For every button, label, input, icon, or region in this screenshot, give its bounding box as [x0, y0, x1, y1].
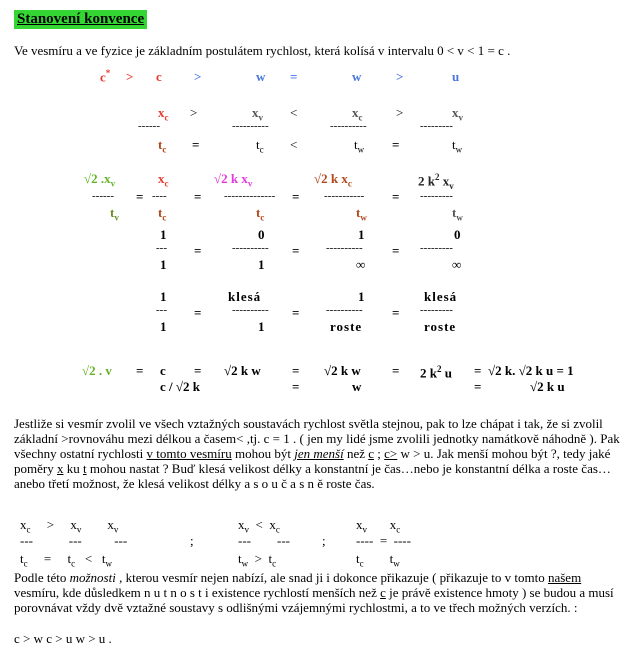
eq-sub-a: c / √2 k	[160, 379, 200, 394]
eq-op1: =	[136, 363, 144, 378]
row1-c: c	[156, 69, 162, 84]
r2-bar-a: ------	[138, 120, 160, 132]
r3-eq4: =	[392, 189, 400, 204]
r3-bar-d: -----------	[324, 190, 365, 202]
r3-bar-a: ------	[92, 190, 114, 202]
p1-underline-2: jen menší	[294, 446, 344, 461]
r4-den-d: ∞	[452, 257, 462, 272]
r2-den-b: $t_c$	[256, 137, 264, 155]
row1-w1: w	[256, 69, 266, 84]
r2-op3: >	[396, 105, 404, 120]
p1-text-3: než	[343, 446, 369, 461]
p1-text-1: Jestliže si vesmír zvolil ve všech vztažných soustavách rychlost světla stejnou, pak to lze chápat i tak, že si zvolil základní >rovnováhu mezi délkou a časem< ,tj. c = 1 . ( jen my lidé jsme zvolili jednotky namátkově náhodně ). Pak všechny ostatní rychlosti	[14, 416, 620, 461]
eq-op3: =	[292, 363, 300, 378]
r4-bar-c: ----------	[326, 242, 363, 254]
row1-w2: w	[352, 69, 362, 84]
r4-num-b: 0	[258, 227, 265, 242]
cmp-sep-2: ;	[322, 533, 326, 548]
eq-sub-b: w	[352, 379, 362, 394]
r5-den-b: 1	[258, 319, 265, 334]
r3-num-e: 2 $k^2$ $x_v$	[418, 172, 454, 191]
cmp-g2-bars: --- ---	[238, 533, 290, 548]
r3-den-a: $t_v$	[110, 205, 119, 223]
p2-text-2: , kterou vesmír nejen nabízí, ale snad ji i dokonce přikazuje ( přikazuje to v tomto	[115, 570, 548, 585]
p1-text-6: ku	[63, 461, 83, 476]
r4-bar-a: ---	[156, 242, 167, 254]
r3-num-c: √2 k $x_v$	[214, 171, 253, 189]
r4-eq1: =	[194, 243, 202, 258]
paragraph-1	[14, 416, 622, 491]
page-title: Stanovení konvence	[14, 10, 147, 29]
eq-sub-eq2: =	[474, 379, 482, 394]
r5-den-d: roste	[424, 319, 457, 334]
cmp-g1-bars: --- --- ---	[20, 533, 128, 548]
r3-eq1: =	[136, 189, 144, 204]
r5-bar-d: ---------	[420, 304, 453, 316]
r2-den-c: $t_w$	[354, 137, 365, 155]
r2-op1: >	[190, 105, 198, 120]
r3-den-d: $t_w$	[356, 205, 367, 223]
r3-eq2: =	[194, 189, 202, 204]
row1-c-star: c*	[100, 68, 111, 85]
r5-eq2: =	[292, 305, 300, 320]
r5-bar-a: ---	[156, 304, 167, 316]
eq-sub-c: √2 k u	[530, 379, 565, 394]
intro-text: Ve vesmíru a ve fyzice je základním postulátem rychlost, která kolísá v intervalu 0 < v < 1 = c .	[14, 43, 511, 58]
cmp-g1-top: $x_c$ > $x_v$ $x_v$	[20, 517, 119, 535]
eq-c: √2 k w	[224, 363, 261, 378]
cmp-g2-top: $x_v < x_c$	[238, 517, 280, 535]
cmp-g3-top: $x_v$ $x_c$	[356, 517, 401, 535]
p2-text-3: vesmíru, kde důsledkem n u t n o s t i existence rychlostí menších než	[14, 585, 381, 600]
r4-den-a: 1	[160, 257, 167, 272]
r4-den-c: ∞	[356, 257, 366, 272]
r2-bar-d: ---------	[420, 120, 453, 132]
r5-num-a: 1	[160, 289, 167, 304]
r2-op2: <	[290, 105, 298, 120]
eq-a: √2 . v	[82, 363, 112, 378]
p1-underline-4: c>	[384, 446, 398, 461]
r4-eq3: =	[392, 243, 400, 258]
r3-bar-b: ----	[152, 190, 167, 202]
eq-d: √2 k w	[324, 363, 361, 378]
cmp-g3-den: $t_c$ $t_w$	[356, 551, 400, 569]
r2-den-d: $t_w$	[452, 137, 463, 155]
p1-underline-5: x	[56, 461, 64, 476]
r2-den-a: $t_c$	[158, 137, 167, 155]
r3-eq3: =	[292, 189, 300, 204]
r4-eq2: =	[292, 243, 300, 258]
r5-bar-b: ----------	[232, 304, 269, 316]
r3-num-d: √2 k $x_c$	[314, 171, 352, 189]
p1-underline-3: c	[368, 446, 375, 461]
row1-op4: >	[396, 69, 404, 84]
r2-bar-b: ----------	[232, 120, 269, 132]
eq-f: √2 k. √2 k u = 1	[488, 363, 574, 378]
p2-underline-1: našem	[547, 570, 582, 585]
r4-num-c: 1	[358, 227, 365, 242]
p2-italic-1: možnosti	[69, 570, 116, 585]
r4-bar-d: ---------	[420, 242, 453, 254]
eq-b: c	[160, 363, 166, 378]
row1-op2: >	[194, 69, 202, 84]
r5-num-d: klesá	[424, 289, 458, 304]
r3-den-e: $t_w$	[452, 205, 463, 223]
p1-text-4: ;	[374, 446, 385, 461]
cmp-g2-den: $t_w > t_c$	[238, 551, 277, 569]
r4-num-d: 0	[454, 227, 461, 242]
r5-eq3: =	[392, 305, 400, 320]
r4-den-b: 1	[258, 257, 265, 272]
row1-u: u	[452, 69, 460, 84]
r5-num-c: 1	[358, 289, 365, 304]
p1-text-2: mohou být	[231, 446, 295, 461]
r3-num-a: √2 $.x_v$	[84, 171, 116, 189]
r5-den-a: 1	[160, 319, 167, 334]
r5-bar-c: ----------	[326, 304, 363, 316]
r5-eq1: =	[194, 305, 202, 320]
r2-den-op2: <	[290, 137, 298, 152]
p1-text-5: w > u. Jak menší mohou být ?, tedy jaké poměry	[14, 446, 611, 476]
paragraph-2	[14, 570, 622, 615]
r2-bar-c: ----------	[330, 120, 367, 132]
r3-bar-e: ---------	[420, 190, 453, 202]
r5-num-b: klesá	[228, 289, 262, 304]
r2-den-op3: =	[392, 137, 400, 152]
p2-underline-2: c	[380, 585, 386, 600]
eq-op2: =	[194, 363, 202, 378]
r2-num-c: $x_c$	[352, 105, 363, 123]
eq-sub-eq1: =	[292, 379, 300, 394]
eq-e: 2 $k^2$ u	[420, 364, 452, 381]
r3-bar-c: --------------	[224, 190, 276, 202]
eq-op5: =	[474, 363, 482, 378]
r3-den-c: $t_c$	[256, 205, 265, 223]
r2-num-b: $x_v$	[252, 105, 263, 123]
p2-text-1: Podle této	[14, 570, 70, 585]
r2-num-d: $x_v$	[452, 105, 463, 123]
p1-underline-1: v tomto vesmíru	[146, 446, 232, 461]
r4-bar-b: ----------	[232, 242, 269, 254]
r3-den-b: $t_c$	[158, 205, 167, 223]
r2-num-a: $x_c$	[158, 105, 169, 123]
eq-op4: =	[392, 363, 400, 378]
p1-underline-6: t	[82, 461, 87, 476]
cmp-g3-bars: ---- = ----	[356, 533, 411, 548]
cmp-g1-den: $t_c$ = $t_c < t_w$	[20, 551, 113, 569]
r5-den-c: roste	[330, 319, 363, 334]
p1-text-7: mohou nastat ? Buď klesá velikost délky a konstantní je čas…nebo je konstantní délka a roste čas…anebo třetí možnost, že klesá velikost délky a s o u č a s n ě roste čas.	[14, 461, 611, 491]
row1-op1: >	[126, 69, 134, 84]
r4-num-a: 1	[160, 227, 167, 242]
last-line: c > w c > u w > u .	[14, 631, 112, 646]
row1-op3: =	[290, 69, 298, 84]
cmp-sep-1: ;	[190, 533, 194, 548]
r3-num-b: $x_c$	[158, 171, 169, 189]
r2-den-op1: =	[192, 137, 200, 152]
p2-text-4: je právě existence hmoty ) se budou a musí porovnávat vždy dvě vztažné soustavy s odlišnými vzájemnými rychlostmi, a to ve třech možných verzích. :	[14, 585, 614, 615]
